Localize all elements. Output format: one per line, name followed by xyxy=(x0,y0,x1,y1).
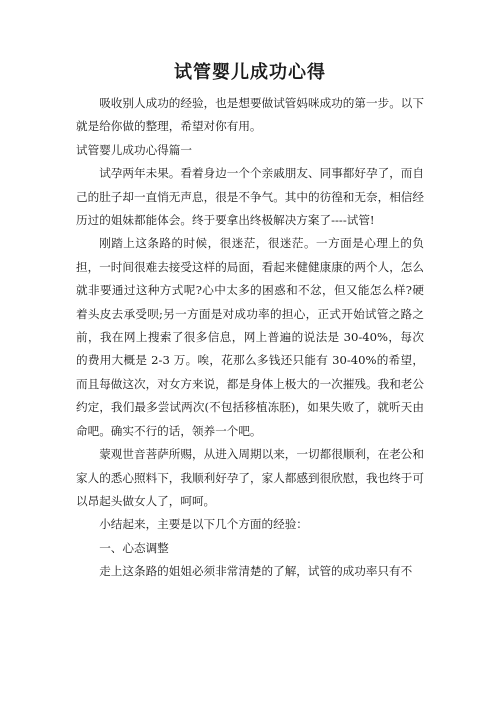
paragraph-intro: 吸收别人成功的经验，也是想要做试管妈咪成功的第一步。以下就是给你做的整理，希望对你有用。 xyxy=(76,96,424,134)
paragraph: 走上这条路的姐姐必须非常清楚的了解，试管的成功率只有不 xyxy=(99,564,413,579)
section-heading: 试管婴儿成功心得篇一 xyxy=(76,142,192,157)
paragraph: 刚踏上这条路的时候，很迷茫，很迷茫。一方面是心理上的负担，一时间很难去接受这样的局面，看起来健健康康的两个人，怎么就非要通过这种方式呢?心中太多的困惑和不忿，但又能怎么样?硬着头皮去承受呗;另一方面是对成功率的担心，正式开始试管之路之前，我在网上搜索了很多信息，网上普遍的说法是 30-40%，每次的费用大概是 2-3 万。唉，花那么多钱还只能有 30-40%的希望，而且每做这次，对女方来说，都是身体上极大的一次摧残。我和老公约定，我们最多尝试两次(不包括移植冻胚)，如果失败了，就听天由命吧。确实不行的话，领养一个吧。 xyxy=(76,236,424,438)
paragraph: 试孕两年未果。看着身边一个个亲戚朋友、同事都好孕了，而自己的肚子却一直悄无声息，很是不争气。其中的彷徨和无奈，相信经历过的姐妹都能体会。终于要拿出终极解决方案了----试管! xyxy=(76,166,424,228)
paragraph: 蒙观世音菩萨所赐，从进入周期以来，一切都很顺利，在老公和家人的悉心照料下，我顺利好孕了，家人都感到很欣慰，我也终于可以昂起头做女人了，呵呵。 xyxy=(76,447,424,508)
paragraph: 小结起来，主要是以下几个方面的经验： xyxy=(99,517,308,532)
document-title: 试管婴儿成功心得 xyxy=(174,62,326,83)
document-body xyxy=(76,92,424,584)
subsection-heading: 一、心态调整 xyxy=(99,540,169,555)
